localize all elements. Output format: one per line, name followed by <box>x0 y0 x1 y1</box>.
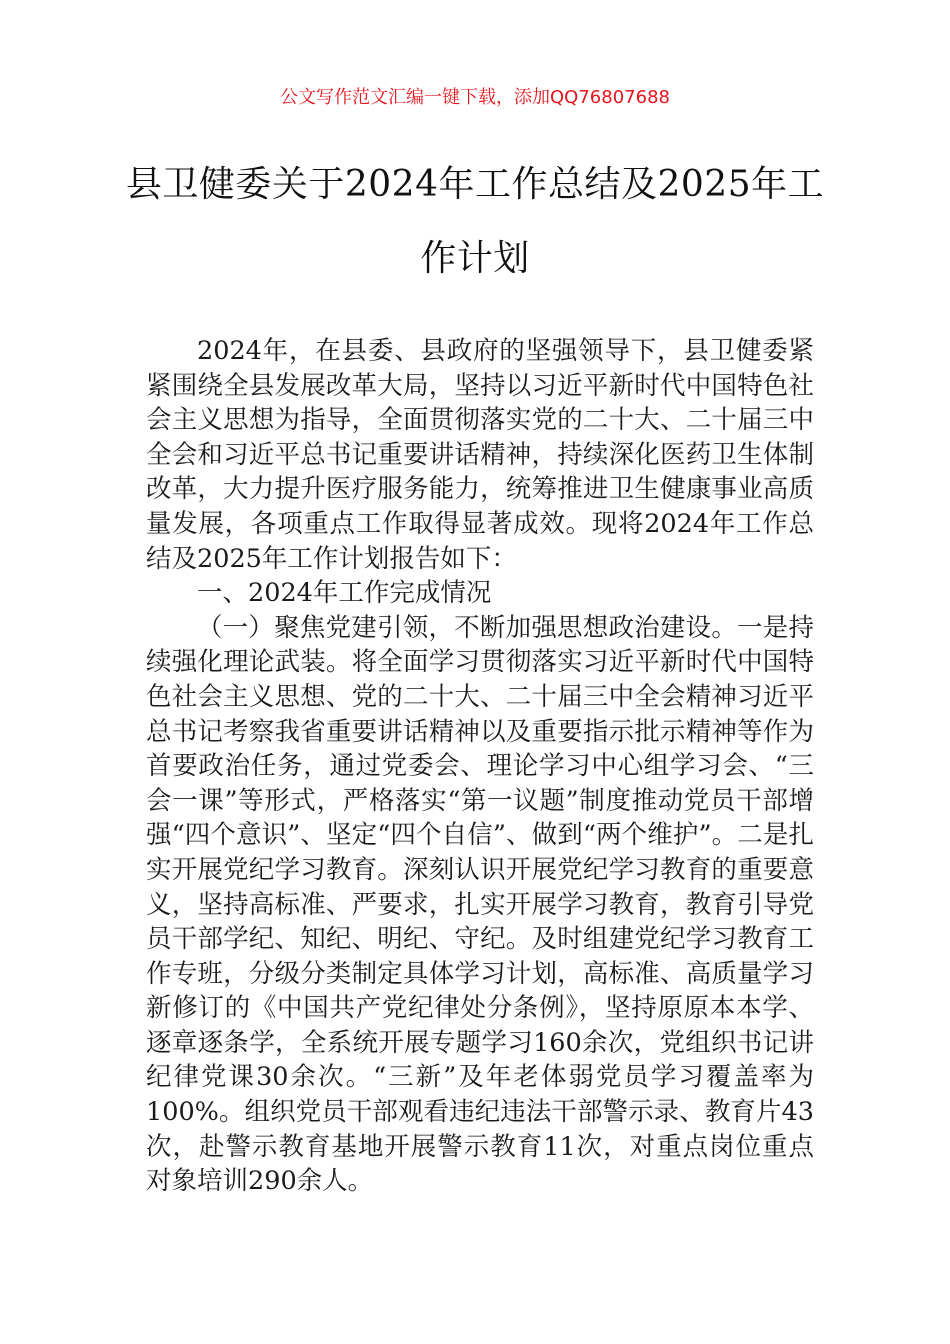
section-heading: 一、2024年工作完成情况 <box>197 578 492 609</box>
title-line-2: 作计划 <box>420 238 530 279</box>
download-banner: 公文写作范文汇编一键下载，添加QQ76807688 <box>280 87 670 108</box>
intro-paragraph: 2024年，在县委、县政府的坚强领导下，县卫健委紧紧围绕全县发展改革大局，坚持以习近平新时代中国特色社会主义思想为指导，全面贯彻落实党的二十大、二十届三中全会和习近平总书记重要讲话精神，持续深化医药卫生体制改革，大力提升医疗服务能力，统筹推进卫生健康事业高质量发展，各项重点工作取得显著成效。现将2024年工作总结及2025年工作计划报告如下： <box>146 336 814 574</box>
document-title <box>120 148 830 296</box>
section-paragraph: （一）聚焦党建引领，不断加强思想政治建设。一是持续强化理论武装。将全面学习贯彻落实习近平新时代中国特色社会主义思想、党的二十大、二十届三中全会精神习近平总书记考察我省重要讲话精神以及重要指示批示精神等作为首要政治任务，通过党委会、理论学习中心组学习会、“三会一课”等形式，严格落实“第一议题”制度推动党员干部增强“四个意识”、坚定“四个自信”、做到“两个维护”。二是扎实开展党纪学习教育。深刻认识开展党纪学习教育的重要意义，坚持高标准、严要求，扎实开展学习教育，教育引导党员干部学纪、知纪、明纪、守纪。及时组建党纪学习教育工作专班，分级分类制定具体学习计划，高标准、高质量学习新修订的《中国共产党纪律处分条例》，坚持原原本本学、逐章逐条学，全系统开展专题学习160余次，党组织书记讲纪律党课30余次。“三新”及年老体弱党员学习覆盖率为100%。组织党员干部观看违纪违法干部警示录、教育片43次，赴警示教育基地开展警示教育11次，对重点岗位重点对象培训290余人。 <box>146 612 814 1197</box>
title-line-1: 县卫健委关于2024年工作总结及2025年工 <box>125 164 825 205</box>
document-body <box>146 334 814 1199</box>
